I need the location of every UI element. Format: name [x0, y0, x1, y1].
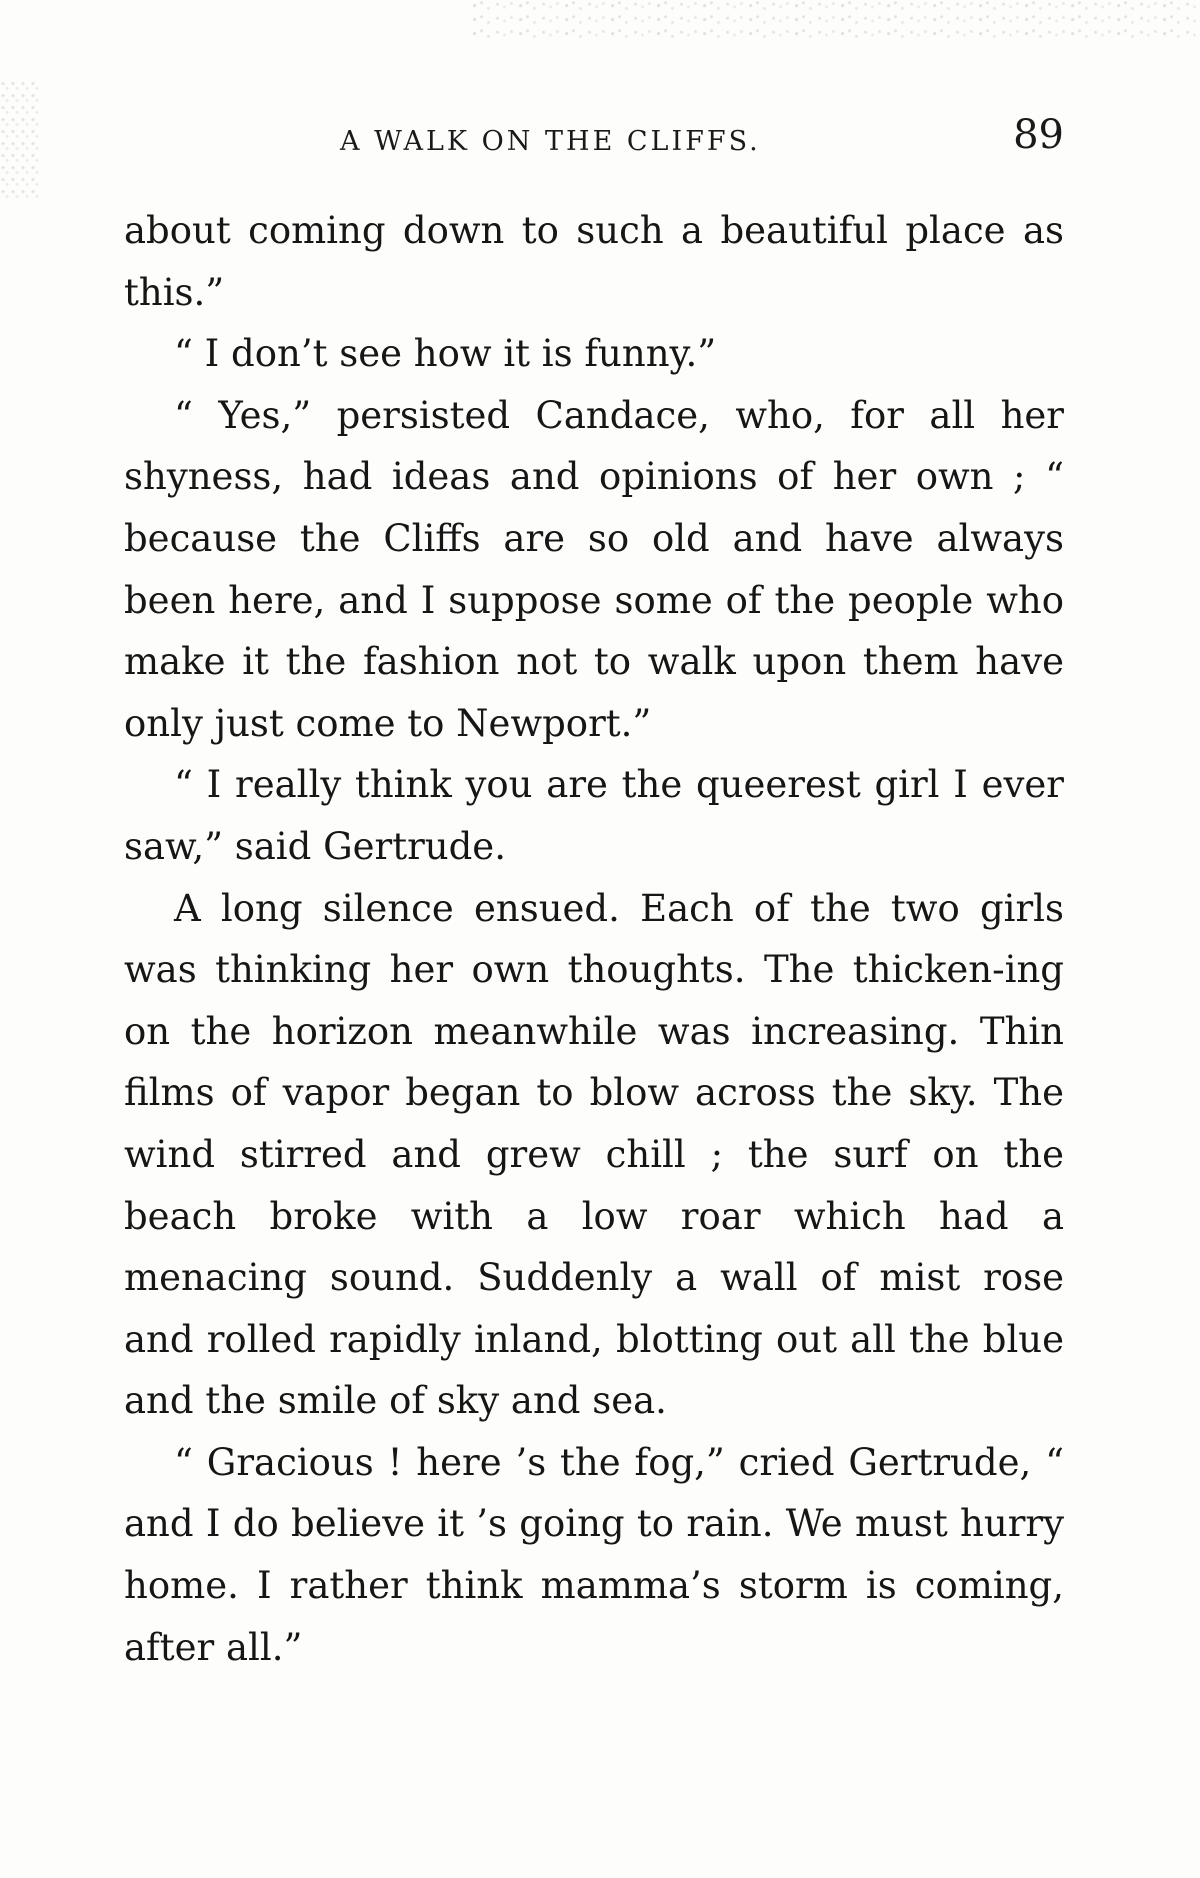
scan-speckle-left	[0, 80, 40, 200]
paragraph: “ Gracious ! here ’s the fog,” cried Gertrude, “ and I do believe it ’s going to rain. We must hurry home. I rather think mamma’s storm is coming, after all.”	[124, 1440, 1064, 1669]
page-header	[124, 112, 1064, 172]
page-number: 89	[1013, 112, 1064, 158]
paragraph: “ I don’t see how it is funny.”	[174, 332, 717, 376]
scan-speckle-top	[470, 0, 1200, 40]
paragraph: A long silence ensued. Each of the two girls was thinking her own thoughts. The thicken-ing on the horizon meanwhile was increasing. Thin films of vapor began to blow across the sky. The wind stirred and grew chill ; the surf on the beach broke with a low roar which had a menacing sound. Suddenly a wall of mist rose and rolled rapidly inland, blotting out all the blue and the smile of sky and sea.	[124, 886, 1064, 1423]
paragraph: “ Yes,” persisted Candace, who, for all her shyness, had ideas and opinions of her own ; “ because the Cliffs are so old and have always been here, and I suppose some of the people who make it the fashion not to walk upon them have only just come to Newport.”	[124, 393, 1064, 745]
body-text	[124, 200, 1064, 1678]
paragraph: “ I really think you are the queerest girl I ever saw,” said Gertrude.	[124, 763, 1064, 868]
running-title: A WALK ON THE CLIFFS.	[340, 126, 761, 157]
paragraph: about coming down to such a beautiful place as this.”	[124, 209, 1064, 314]
